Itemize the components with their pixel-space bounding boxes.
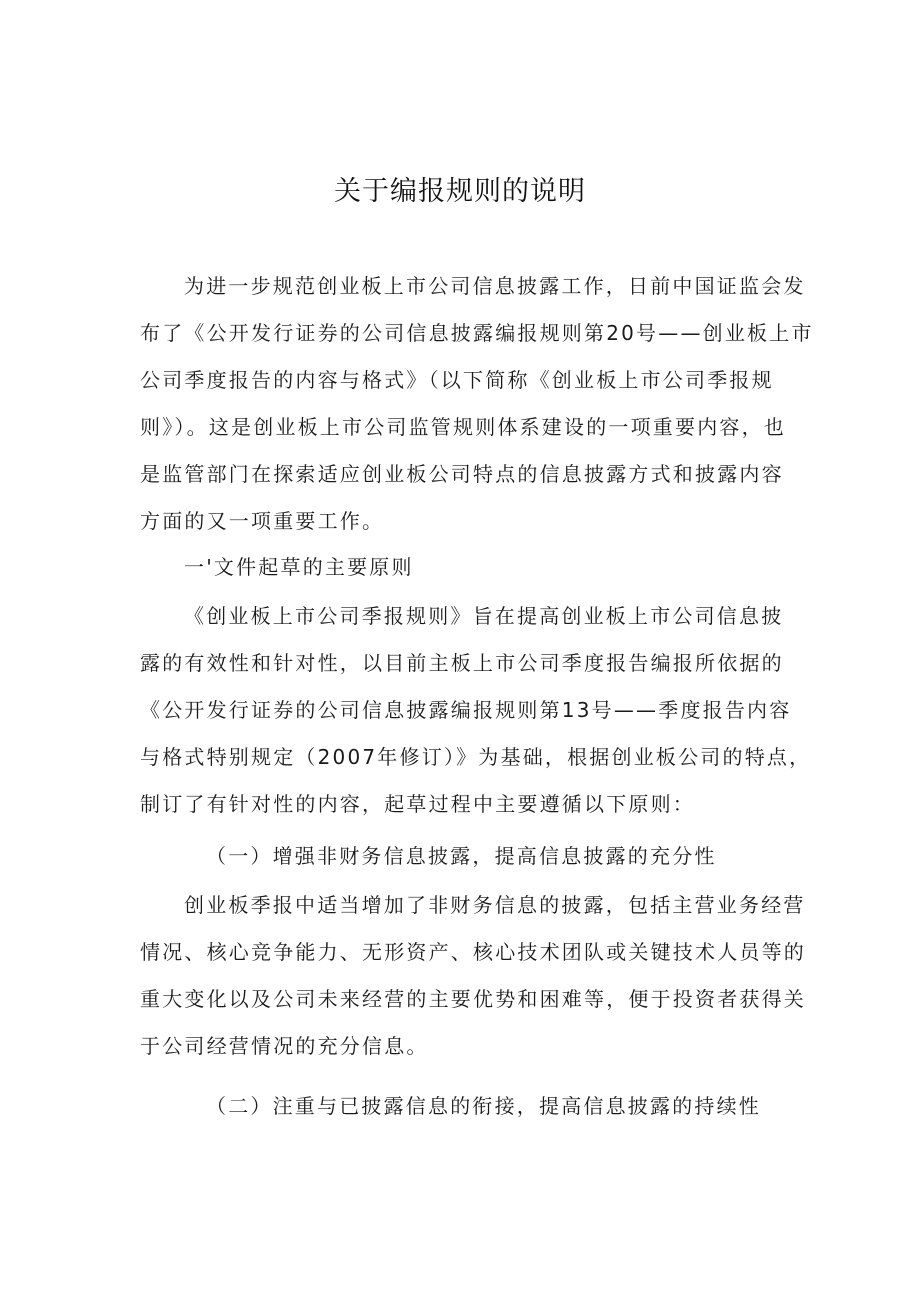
- paragraph-nonfinancial: [140, 882, 806, 1070]
- heading-text: （一）增强非财务信息披露，提高信息披露的充分性: [206, 844, 717, 868]
- heading-text: 一'文件起草的主要原则: [184, 555, 414, 579]
- text-line: 为进一步规范创业板上市公司信息披露工作，日前中国证监会发: [184, 274, 806, 298]
- text-line: 情况、核心竞争能力、无形资产、核心技术团队或关键技术人员等的: [140, 940, 806, 964]
- text-line: 于公司经营情况的充分信息。: [140, 1034, 429, 1058]
- text-line: 创业板季报中适当增加了非财务信息的披露，包括主营业务经营: [184, 893, 806, 917]
- text-line: 是监管部门在探索适应创业板公司特点的信息披露方式和披露内容: [140, 462, 784, 486]
- text-line: 制订了有针对性的内容，起草过程中主要遵循以下原则：: [140, 792, 695, 816]
- text-line: 公司季度报告的内容与格式》（以下简称《创业板上市公司季报规: [140, 368, 774, 392]
- text-line: 布了《公开发行证券的公司信息披露编报规则第20号——创业板上市: [140, 321, 814, 345]
- text-line: 《公开发行证券的公司信息披露编报规则第13号——季度报告内容: [140, 698, 792, 722]
- section-heading-2: [140, 833, 790, 880]
- paragraph-intro: [140, 263, 814, 545]
- text-line: 则》）。这是创业板上市公司监管规则体系建设的一项重要内容，也: [140, 415, 786, 439]
- document-title: 关于编报规则的说明: [334, 176, 586, 207]
- paragraph-principles: [140, 593, 812, 828]
- section-heading-1: [140, 544, 790, 591]
- section-heading-3: [140, 1083, 790, 1130]
- text-line: 与格式特别规定（2007年修订）》为基础，根据创业板公司的特点，: [140, 745, 812, 769]
- text-line: 《创业板上市公司季报规则》旨在提高创业板上市公司信息披: [184, 604, 784, 628]
- text-line: 方面的又一项重要工作。: [140, 509, 385, 533]
- text-line: 露的有效性和针对性，以目前主板上市公司季度报告编报所依据的: [140, 651, 784, 675]
- heading-text: （二）注重与已披露信息的衔接，提高信息披露的持续性: [206, 1094, 761, 1118]
- text-line: 重大变化以及公司未来经营的主要优势和困难等，便于投资者获得关: [140, 987, 806, 1011]
